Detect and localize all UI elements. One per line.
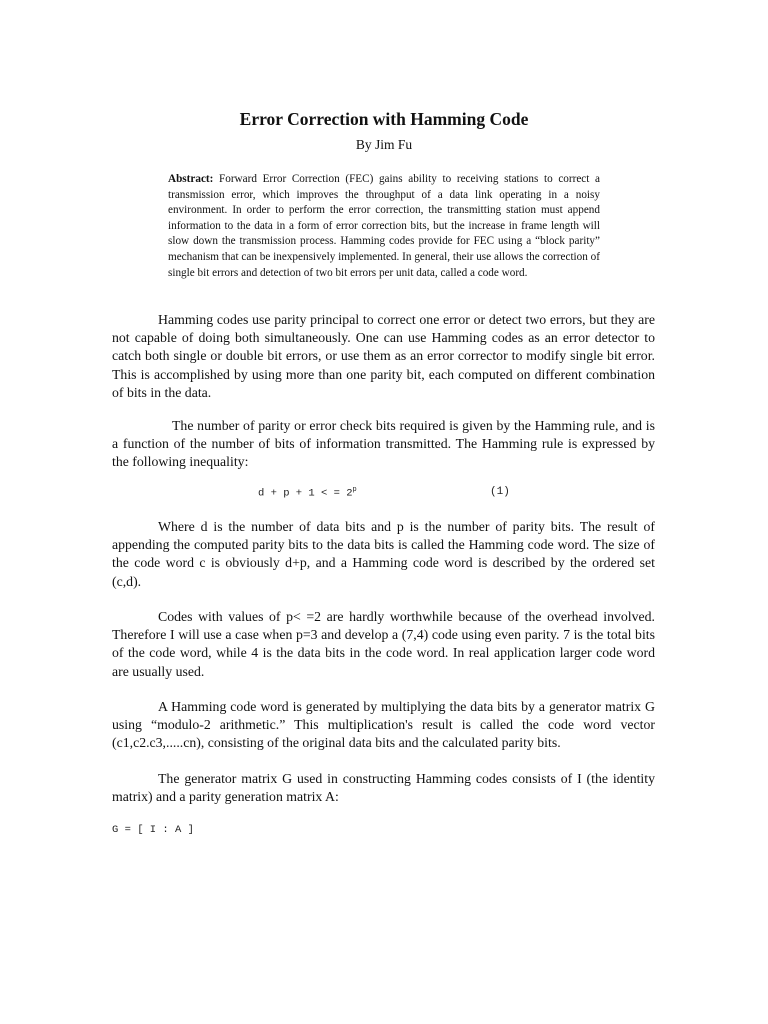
paper-title: Error Correction with Hamming Code — [239, 109, 529, 129]
abstract-text: Forward Error Correction (FEC) gains ability to receiving stations to correct a transmission error, which improves the throughput of a data link operating in a noisy environment. In order to perform the error correction, the transmitting station must append information to the data in a form of error correction bits, but the increase in frame length will slow down the transmission process. Hamming codes provide for FEC using a “block parity” mechanism that can be inexpensively implemented. In general, their use allows the correction of single bit errors and detection of two bit errors per unit data, called a code word. — [168, 173, 600, 279]
paragraph-generator-matrix: The generator matrix G used in constructing Hamming codes consists of I (the identity matrix) and a parity generation matrix A: — [112, 771, 655, 805]
paragraph-hamming-rule: The number of parity or error check bits required is given by the Hamming rule, and is a function of the number of bits of information transmitted. The Hamming rule is expressed by the following inequality: — [112, 418, 655, 470]
abstract-block — [168, 172, 600, 281]
equation-superscript: p — [352, 486, 357, 494]
abstract-label: Abstract: — [168, 173, 214, 185]
paragraph-code-example: Codes with values of p< =2 are hardly worthwhile because of the overhead involved. Therefore I will use a case when p=3 and develop a (7,4) code using even parity. 7 is the total bits of the code word, while 4 is the data bits in the code word. In real application larger code word are usually used. — [112, 609, 655, 679]
paper-author: By Jim Fu — [355, 137, 413, 152]
paragraph-definitions: Where d is the number of data bits and p is the number of parity bits. The result of appending the computed parity bits to the data bits is called the Hamming code word. The size of the code word c is obviously d+p, and a Hamming code word is described by the ordered set (c,d). — [112, 519, 655, 589]
matrix-equation: G = [ I : A ] — [112, 824, 194, 836]
paragraph-hamming-intro: Hamming codes use parity principal to correct one error or detect two errors, but they are not capable of doing both simultaneously. One can use Hamming codes as an error detector to catch both single or double bit errors, or use them as an error corrector to modify single bit error. This is accomplished by using more than one parity bit, each computed on different combination of bits in the data. — [112, 312, 655, 400]
equation-lhs: d + p + 1 < = 2 — [258, 487, 353, 500]
equation-number: (1) — [490, 486, 510, 498]
equation-hamming-rule — [258, 486, 357, 500]
paragraph-generator: A Hamming code word is generated by multiplying the data bits by a generator matrix G using “modulo-2 arithmetic.” This multiplication's result is called the code word vector (c1,c2.c3,.....cn), consisting of the original data bits and the calculated parity bits. — [112, 699, 655, 751]
